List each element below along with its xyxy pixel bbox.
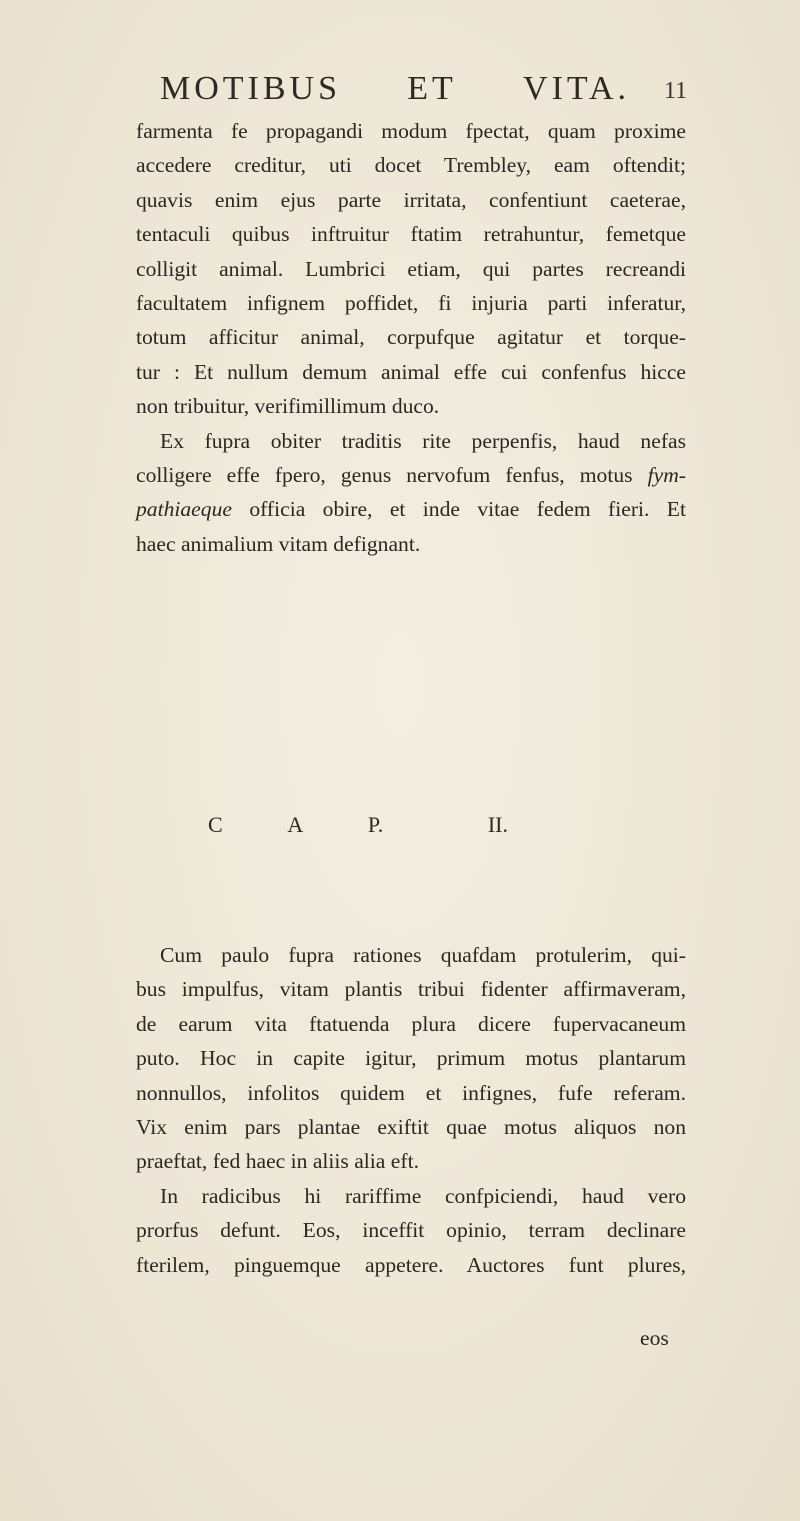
text-line (136, 492, 686, 526)
text-line: praeftat, fed haec in aliis alia eft. (136, 1149, 419, 1174)
italic-word: fym- (647, 463, 686, 488)
text-line: In radicibus hi rariffime confpiciendi, haud vero (160, 1183, 686, 1208)
text-line: farmenta fe propagandi modum fpectat, quam proxime (136, 119, 686, 143)
catchword: eos (640, 1326, 669, 1350)
page-number: 11 (664, 78, 688, 104)
text-line: totum afficitur animal, corpufque agitatur et torque- (136, 325, 686, 350)
text-line: nonnullos, infolitos quidem et infignes, fufe referam. (136, 1080, 686, 1105)
text-line: puto. Hoc in capite igitur, primum motus plantarum (136, 1046, 686, 1071)
text-line: quavis enim ejus parte irritata, confentiunt caeterae, (136, 187, 686, 212)
running-head-word-3: VITA. (523, 70, 630, 107)
text-line: bus impulfus, vitam plantis tribui fidenter affirmaveram, (136, 977, 686, 1002)
text-line: colligit animal. Lumbrici etiam, qui partes recreandi (136, 256, 686, 281)
italic-word: pathiaeque (136, 497, 232, 522)
chapter-letter: P. (367, 812, 384, 837)
text-run: officia obire, et inde vitae fedem fieri. Et (231, 497, 686, 522)
chapter-letter: C (208, 812, 223, 837)
running-head (160, 70, 630, 108)
text-block-lower (136, 938, 686, 1282)
text-line: facultatem infignem poffidet, fi injuria parti inferatur, (136, 291, 686, 316)
text-line: haec animalium vitam defignant. (136, 531, 421, 556)
text-line: Vix enim pars plantae exiftit quae motus aliquos non (136, 1115, 686, 1140)
text-line: non tribuitur, verifimillimum duco. (136, 394, 440, 419)
text-line: prorfus defunt. Eos, inceffit opinio, terram declinare (136, 1218, 686, 1243)
text-line (136, 458, 686, 492)
chapter-number: II. (487, 812, 508, 837)
text-line: Cum paulo fupra rationes quafdam protulerim, qui- (160, 943, 686, 967)
chapter-letter: A (287, 812, 304, 837)
text-line: accedere creditur, uti docet Trembley, eam oftendit; (136, 153, 686, 178)
text-line: fterilem, pinguemque appetere. Auctores funt plures, (136, 1252, 686, 1277)
text-run: colligere effe fpero, genus nervofum fenfus, motus (136, 463, 648, 488)
text-line: de earum vita ftatuenda plura dicere fupervacaneum (136, 1011, 686, 1036)
text-block-upper (136, 114, 686, 561)
text-line: tentaculi quibus inftruitur ftatim retrahuntur, femetque (136, 222, 686, 247)
running-head-word-1: MOTIBUS (160, 70, 342, 107)
text-line: tur : Et nullum demum animal effe cui confenfus hicce (136, 359, 686, 384)
chapter-heading (208, 812, 508, 838)
text-line: Ex fupra obiter traditis rite perpenfis, haud nefas (160, 428, 686, 453)
running-head-word-2: ET (407, 70, 457, 107)
